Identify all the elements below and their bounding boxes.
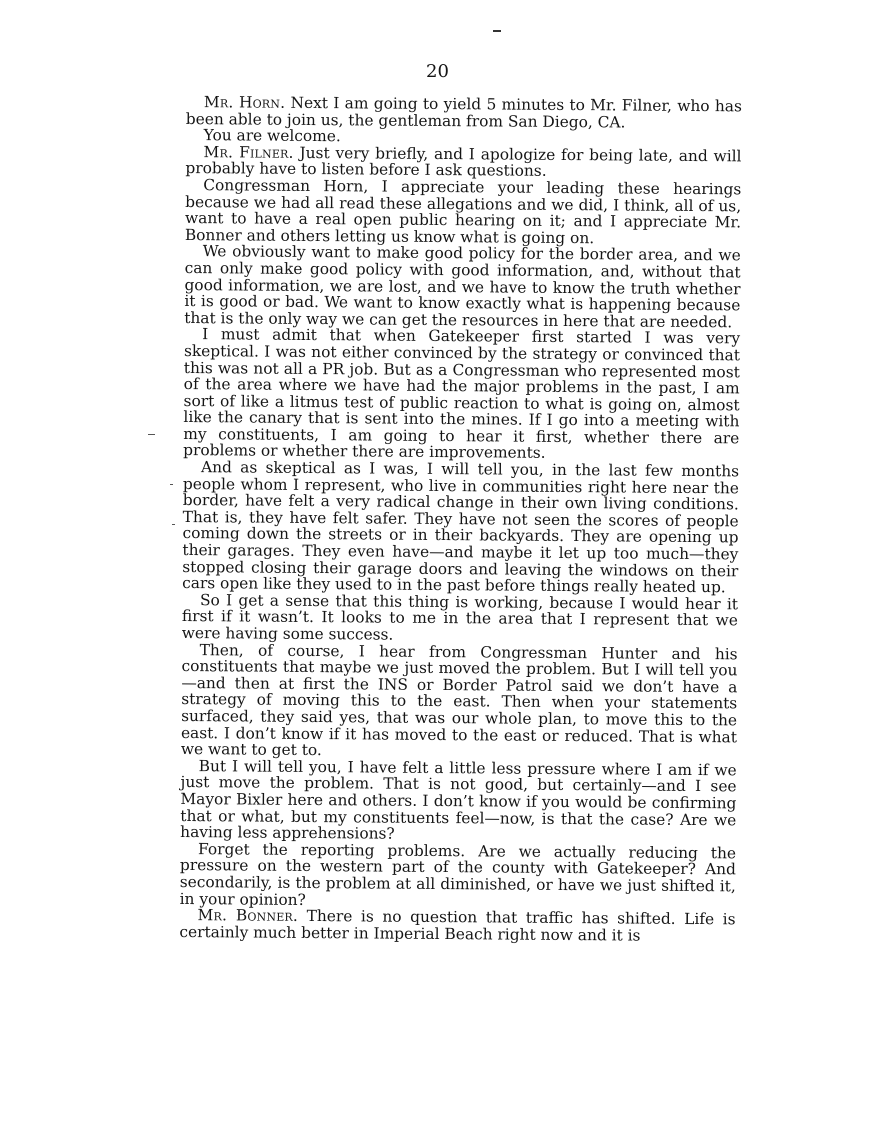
paragraph	[182, 459, 739, 596]
paragraph	[180, 841, 737, 912]
scan-speck	[170, 484, 173, 485]
paragraph-text: Congressman Horn, I appreciate your leading these hearings because we had all read these allegations and we did, I think, all of us, want to have a real open public hearing on it; and I appreciate Mr. Bonner and others letting us know what is going on.	[184, 176, 742, 247]
paragraph-text: I must admit that when Gatekeeper first started I was very skeptical. I was not either convinced by the strategy or convinced that this was not all a PR job. But as a Congressman who represented most of the area where we have had the major problems in the past, I am sort of like a litmus test of public reaction to what is going on, almost like the canary that is sent into the mines. If I go into a meeting with my constituents, I am going to hear it first, whether there are problems or whether there are improvements.	[183, 325, 741, 463]
paragraph	[180, 758, 737, 845]
page-number: 20	[426, 61, 449, 82]
speaker-name: Mr. Bonner.	[197, 906, 299, 925]
paragraph-text: But I will tell you, I have felt a little less pressure where I am if we just move the problem. That is not good, but certainly—and I see Mayor Bixler here and others. I don’t know if you would be confirming that or what, but my constituents feel—now, is that the case? Are we having less apprehensions?	[180, 756, 737, 843]
scan-speck	[172, 524, 175, 525]
paragraph-text: So I get a sense that this thing is working, because I would hear it first if it wasn’t. It looks to me in the area that I represent that we were having some success.	[181, 590, 739, 644]
paragraph-text: Just very briefly, and I apologize for being late, and will probably have to listen before I ask questions.	[185, 143, 742, 181]
paragraph	[184, 243, 741, 330]
speaker-name: Mr. Horn.	[203, 93, 286, 112]
paragraph-text: You are welcome.	[203, 126, 341, 146]
paragraph-text: We obviously want to make good policy for the border area, and we can only make good policy with good information, and, without that good information, we are lost, and we have to know the truth whether it is good or bad. We want to know exactly what is happening because that is the only way we can get the resources in here that are needed.	[184, 242, 741, 332]
speaker-name: Mr. Filner.	[203, 142, 294, 162]
paragraph-text: There is no question that traffic has shifted. Life is certainly much better in Imperial Beach right now and it is	[179, 907, 736, 945]
paragraph-text: Then, of course, I hear from Congressman Hunter and his constituents that maybe we just moved the problem. But I will tell you—and then at first the INS or Border Patrol said we don’t have a strategy of moving this to the east. Then when your statements surfaced, they said yes, that was our whole plan, to move this to the east. I don’t know if it has moved to the east or reduced. That is what we want to get to.	[180, 640, 738, 760]
paragraph-text: Next I am going to yield 5 minutes to Mr. Filner, who has been able to join us, the gentleman from San Diego, CA.	[185, 93, 742, 132]
paragraph	[181, 642, 738, 763]
paragraph-text: Forget the reporting problems. Are we actually reducing the pressure on the western part of the county with Gatekeeper? And secondarily, is the problem at all diminished, or have we just shifted it, in your opinion?	[179, 839, 737, 909]
paragraph-text: And as skeptical as I was, I will tell you, in the last few months people whom I represent, who live in communities right here near the border, have felt a very radical change in their own living conditions. That is, they have felt safer. They have not seen the scores of people coming down the streets or in their backyards. They are opening up their garages. They even have—and maybe it let up too much—they stopped closing their garage doors and leaving the windows on their cars open like they used to in the past before things really heated up.	[182, 458, 740, 597]
paragraph	[183, 326, 740, 463]
hearing-transcript	[179, 94, 742, 945]
scan-speck	[148, 434, 155, 435]
paragraph	[182, 592, 738, 646]
paragraph	[179, 907, 735, 945]
scan-mark	[493, 30, 501, 32]
paragraph	[185, 177, 742, 248]
